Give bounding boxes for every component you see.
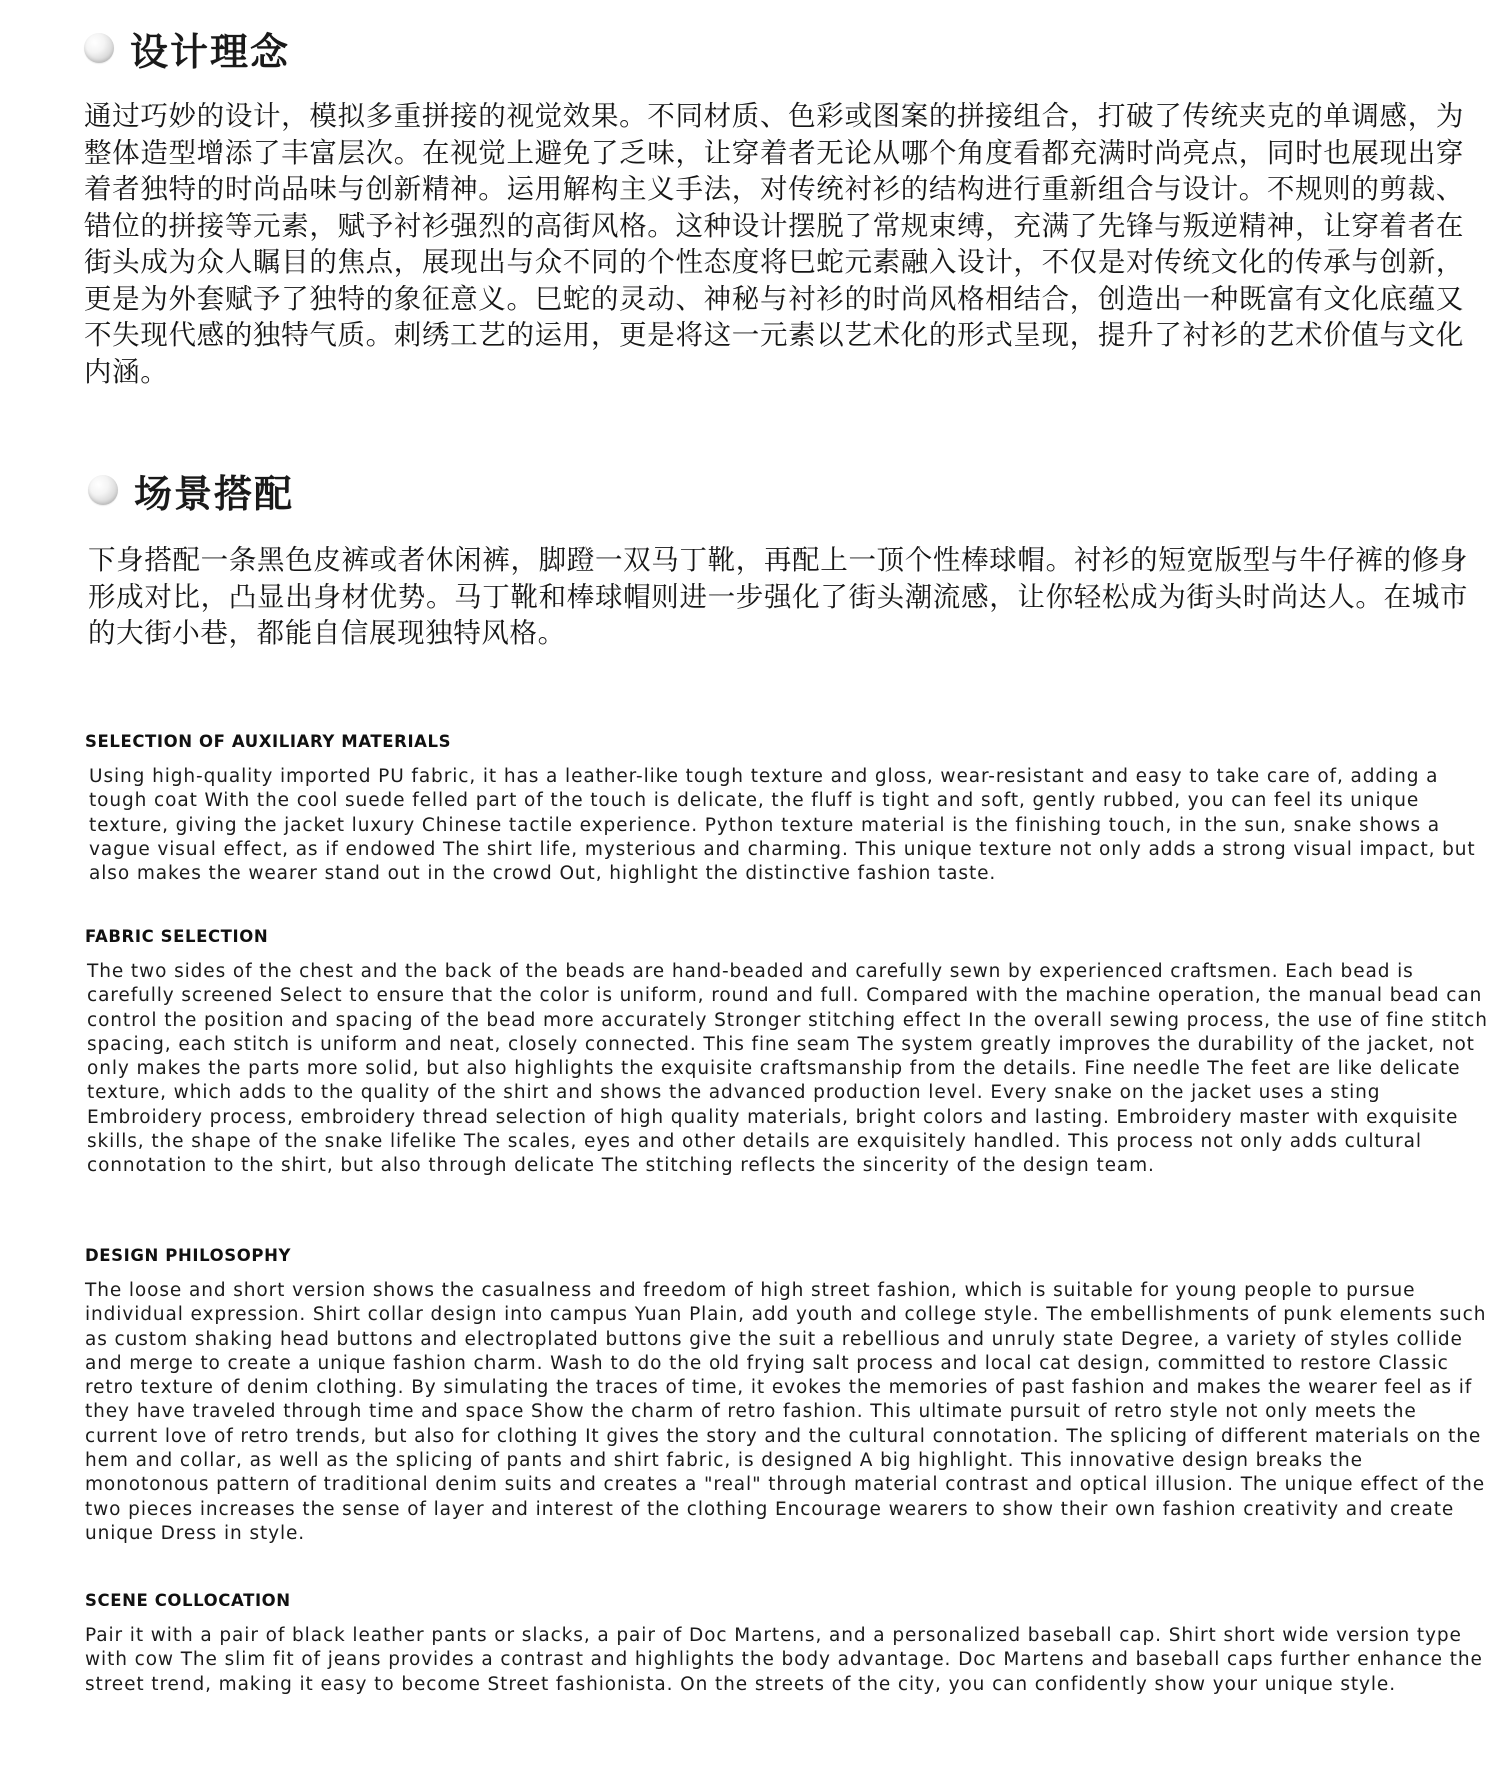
fabric-selection-body: The two sides of the chest and the back of the beads are hand-beaded and carefully sewn by experienced craftsmen. Each bead is carefully screened Select to ensure that the color is uniform, round and full. Compared with the machine operation, the manual bead can control the position and spacing of the bead more accurately Stronger stitching effect In the overall sewing process, the use of fine stitch spacing, each stitch is uniform and neat, closely connected. This fine seam The system greatly improves the durability of the jacket, not only makes the parts more solid, but also highlights the exquisite craftsmanship from the details. Fine needle The feet are like delicate texture, which adds to the quality of the shirt and shows the advanced production level. Every snake on the jacket uses a sting Embroidery process, embroidery thread selection of high quality materials, bright colors and lasting. Embroidery master with exquisite skills, the shape of the snake lifelike The scales, eyes and other details are exquisitely handled. This process not only adds cultural connotation to the shirt, but also through delicate The stitching reflects the sincerity of the design team. (87, 961, 1488, 1177)
scene-matching-section (88, 460, 1468, 652)
design-philosophy-body: The loose and short version shows the casualness and freedom of high street fashion, which is suitable for young people to pursue individual expression. Shirt collar design into campus Yuan Plain, add youth and college style. The embellishments of punk elements such as custom shaking head buttons and electroplated buttons give the suit a rebellious and unruly state Degree, a variety of styles collide and merge to create a unique fashion charm. Wash to do the old frying salt process and local cat design, committed to restore Classic retro texture of denim clothing. By simulating the traces of time, it evokes the memories of past fashion and makes the wearer feel as if they have traveled through time and space Show the charm of retro fashion. This ultimate pursuit of retro style not only meets the current love of retro trends, but also for clothing It gives the story and the cultural connotation. The splicing of different materials on the hem and collar, as well as the splicing of pants and shirt fabric, is designed A big highlight. This innovative design breaks the monotonous pattern of traditional denim suits and creates a "real" through material contrast and optical illusion. The unique effect of the two pieces increases the sense of layer and interest of the clothing Encourage wearers to show their own fashion creativity and create unique Dress in style. (85, 1280, 1487, 1544)
scene-matching-title: 场景搭配 (134, 471, 295, 516)
bullet-dot-icon (88, 475, 118, 505)
scene-matching-body: 下身搭配一条黑色皮裤或者休闲裤，脚蹬一双马丁靴，再配上一顶个性棒球帽。衬衫的短宽版型与牛仔裤的修身形成对比，凸显出身材优势。马丁靴和棒球帽则进一步强化了街头潮流感，让你轻松成为街头时尚达人。在城市的大街小巷，都能自信展现独特风格。 (88, 544, 1468, 649)
design-philosophy-section (85, 1245, 1490, 1546)
scene-collocation-title: SCENE COLLOCATION (85, 1591, 291, 1610)
auxiliary-materials-title: SELECTION OF AUXILIARY MATERIALS (85, 732, 452, 751)
auxiliary-materials-section (85, 731, 1490, 886)
fabric-selection-section (85, 926, 1490, 1179)
auxiliary-materials-body: Using high-quality imported PU fabric, it has a leather-like tough texture and gloss, wear-resistant and easy to take care of, adding a tough coat With the cool suede felled part of the touch is delicate, the fluff is tight and soft, gently rubbed, you can feel its unique texture, giving the jacket luxury Chinese tactile experience. Python texture material is the finishing touch, in the sun, snake shows a vague visual effect, as if endowed The shirt life, mysterious and charming. This unique texture not only adds a strong visual impact, but also makes the wearer stand out in the crowd Out, highlight the distinctive fashion taste. (89, 766, 1476, 885)
design-concept-body: 通过巧妙的设计，模拟多重拼接的视觉效果。不同材质、色彩或图案的拼接组合，打破了传统夹克的单调感，为整体造型增添了丰富层次。在视觉上避免了乏味，让穿着者无论从哪个角度看都充满时尚亮点，同时也展现出穿着者独特的时尚品味与创新精神。运用解构主义手法，对传统衬衫的结构进行重新组合与设计。不规则的剪裁、错位的拼接等元素，赋予衬衫强烈的高街风格。这种设计摆脱了常规束缚，充满了先锋与叛逆精神，让穿着者在街头成为众人瞩目的焦点，展现出与众不同的个性态度将巳蛇元素融入设计，不仅是对传统文化的传承与创新，更是为外套赋予了独特的象征意义。巳蛇的灵动、神秘与衬衫的时尚风格相结合，创造出一种既富有文化底蕴又不失现代感的独特气质。刺绣工艺的运用，更是将这一元素以艺术化的形式呈现，提升了衬衫的艺术价值与文化内涵。 (84, 100, 1464, 388)
design-concept-title: 设计理念 (130, 29, 291, 74)
scene-collocation-body: Pair it with a pair of black leather pants or slacks, a pair of Doc Martens, and a personalized baseball cap. Shirt short wide version type with cow The slim fit of jeans provides a contrast and highlights the body advantage. Doc Martens and baseball caps further enhance the street trend, making it easy to become Street fashionista. On the streets of the city, you can confidently show your unique style. (85, 1625, 1483, 1695)
design-philosophy-title: DESIGN PHILOSOPHY (85, 1246, 292, 1265)
scene-collocation-section (85, 1590, 1490, 1697)
design-concept-section (84, 18, 1464, 390)
scene-matching-header (88, 460, 1468, 520)
bullet-dot-icon (84, 33, 114, 63)
fabric-selection-title: FABRIC SELECTION (85, 927, 269, 946)
design-concept-header (84, 18, 1464, 78)
